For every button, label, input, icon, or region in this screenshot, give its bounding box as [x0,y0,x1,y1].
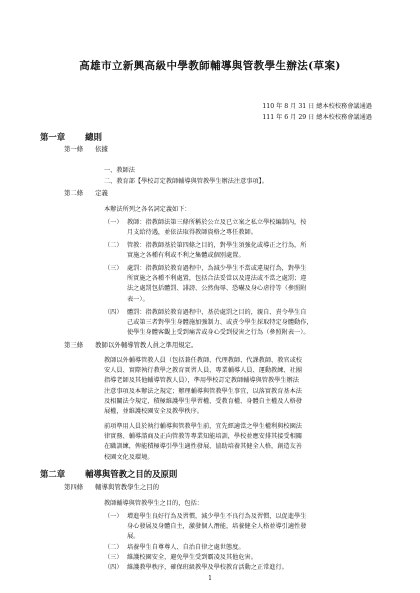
chapter-2-heading [40,468,177,480]
chapter-2-name: 輔導與管教之目的及原則 [85,469,178,479]
paragraph-line: 及相關法令規定，積極維護學生學習權、受教育權、身體自主權及人格發 [104,397,302,405]
article-1-item-1: 一、教師法 [104,167,135,174]
article-3-paragraph-2 [104,422,302,463]
article-4-intro: 教師輔導與管教學生之目的，包括： [104,500,203,507]
paragraph-line: 在職訓練，俾能積極導引學生適性發展、協助培養其健全人格，創造友善 [104,443,302,451]
article-1-item-2: 二、教育部【學校訂定教師輔導與管教學生辦法注意事項】。 [104,178,268,185]
definition-3-label: （三） [104,265,123,272]
article-3-name: 教師以外輔導管教人員之準用規定。 [95,341,198,349]
definition-2-label: （二） [104,242,123,249]
purpose-line: 維護教學秩序，確保班級教學及學校教育活動之正常進行。 [127,564,288,571]
chapter-2-label: 第二章 [40,469,66,479]
purpose-line: 增進學生良好行為及習慣，減少學生不良行為及習慣，以促進學生 [127,513,307,520]
paragraph-line: 注意事項及本辦法之規定；辦理輔導與管教學生事宜，以落實教育基本法 [104,387,302,395]
paragraph-line: 安人員、實際執行教學之教育實習人員、專業輔導人員、運動教練、社團 [104,367,302,375]
definition-line: 己或第三者對學生身體施加強制力、或責令學生採取特定身體動作， [127,319,313,327]
definition-line: 表一）。 [127,295,149,303]
definition-line: 所實施之各種不利處置，包括合法妥當以及違法或不當之處罰；違 [127,275,307,283]
article-4-heading [64,482,159,491]
article-2-name: 定義 [95,189,108,197]
definition-line: 處罰：指教師於教育過程中，為減少學生不當或違規行為，對學生 [127,265,307,272]
definition-line: 使學生身體客觀上受到痛苦或身心受到侵害之行為（參照附表一）。 [127,329,310,337]
paragraph-line: 指導老師及其他輔導管教人員），準用學校訂定教師輔導與管教學生辦法 [104,377,299,385]
chapter-1-heading [40,131,102,143]
purpose-1-label: （一） [104,513,123,520]
definition-line: 實施之各種有利或不利之集體或個別處置。 [127,252,245,260]
paragraph-line: 教師以外輔導管教人員（包括兼任教師、代理教師、代課教師、教官或校 [104,357,302,364]
definition-line: 教師：指教師法第三條所稱於公立及已立案之私立學校編制內，按 [127,219,307,226]
article-4-label: 第四條 [64,483,84,491]
article-2-label: 第二條 [64,189,84,197]
definition-1-label: （一） [104,219,123,226]
paragraph-line: 前項準用人員於執行輔導與管教學生前，宜先經適當之學生權利與校園法 [104,423,302,430]
purpose-4-label: （四） [104,564,123,571]
purpose-2-label: （二） [104,544,123,551]
purpose-line: 展。 [127,533,140,541]
article-3-paragraph-1 [104,356,302,417]
article-1-heading [64,144,108,153]
paragraph-line: 校園文化及環境。 [104,453,154,461]
page-number: 1 [208,575,212,582]
approval-date-2: 111 年 6 月 29 日 總本校校務會議通過 [262,114,372,121]
chapter-1-name: 總則 [85,132,102,142]
definition-line: 法之處罰包括體罰、誹謗、公然侮辱、恐嚇及身心虐待等（參照附 [127,285,307,293]
purpose-line: 培養學生自尊尊人、自治自律之處世態度。 [127,544,245,551]
paragraph-line: 律實務、輔導諮商及正向管教等專業知能培訓，學校並應安排其接受相關 [104,433,302,441]
article-2-intro: 本辦法所列之各名詞定義如下： [104,206,191,213]
purpose-line: 身心發展及身體自主，激發個人潛能，培養健全人格並導引適性發 [127,523,307,531]
article-4-name: 輔導與管教學生之目的 [95,483,160,491]
article-1-label: 第一條 [64,145,84,153]
article-3-heading [64,340,197,349]
approval-date-1: 110 年 8 月 31 日 總本校校務會議通過 [262,103,372,110]
chapter-1-label: 第一章 [40,132,66,142]
article-1-name: 依據 [95,145,108,153]
document-title: 高雄市立新興高級中學教師輔導與管教學生辦法(草案) [79,60,341,72]
definition-line: 月支給待遇，並依法取得教師資格之專任教師。 [127,229,257,237]
article-2-heading [64,188,108,197]
article-3-label: 第三條 [64,341,84,349]
paragraph-line: 展權，並維護校園安全及教學秩序。 [104,408,203,416]
definition-line: 體罰：指教師於教育過程中，基於處罰之目的，親自、責令學生自 [127,309,307,316]
purpose-3-label: （三） [104,554,123,561]
definition-line: 管教：指教師基於第四條之目的，對學生須強化或導正之行為，所 [127,242,307,249]
purpose-line: 維護校園安全，避免學生受到霸凌及其他危害。 [127,554,257,561]
definition-4-label: （四） [104,309,123,316]
